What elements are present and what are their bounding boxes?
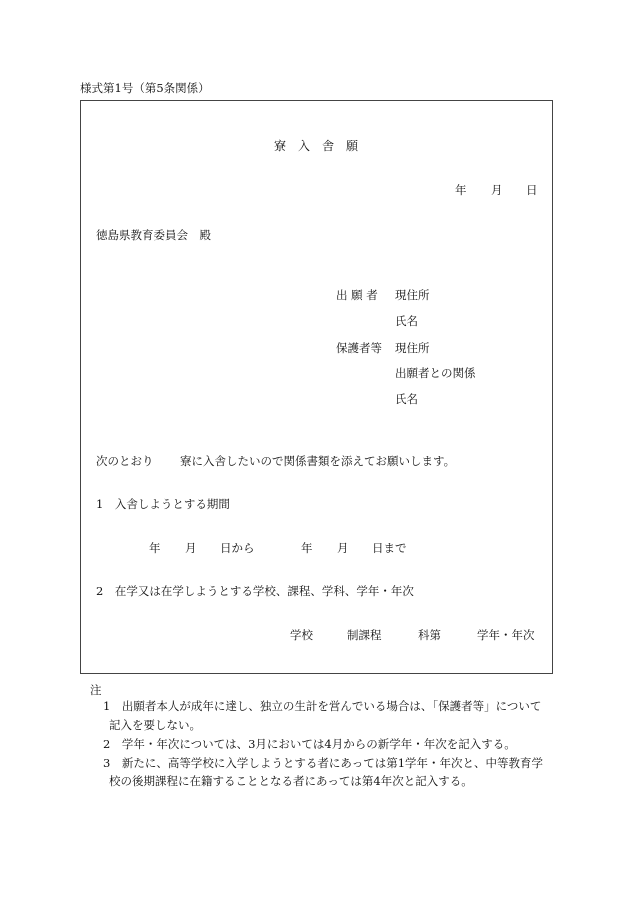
note-2: 2 学年・年次については、3月においては4月からの新学年・年次を記入する。 <box>103 737 516 751</box>
guardian-relation-label: 出願者との関係 <box>395 366 476 380</box>
form-title: 寮 入 舎 願 <box>274 139 359 153</box>
request-text-after: 寮に入舎したいので関係書類を添えてお願いします。 <box>180 454 456 468</box>
notes-heading: 注 <box>90 683 102 697</box>
applicant-name-label: 氏名 <box>395 314 418 328</box>
item1-label: 1 入舎しようとする期間 <box>96 497 230 511</box>
date-day: 日 <box>526 183 538 197</box>
guardian-address-label: 現住所 <box>395 341 430 355</box>
applicant-address-label: 現住所 <box>395 288 430 302</box>
addressee: 徳島県教育委員会 殿 <box>96 228 211 242</box>
form-label: 様式第1号（第5条関係） <box>80 81 210 95</box>
department-label: 科第 <box>418 628 441 642</box>
grade-label: 学年・年次 <box>477 628 535 642</box>
school-label: 学校 <box>290 628 313 642</box>
period-to-year: 年 <box>301 541 313 555</box>
note-3-line-2: 校の後期課程に在籍することとなる者にあっては第4年次と記入する。 <box>109 774 473 788</box>
date-year: 年 <box>455 183 467 197</box>
date-month: 月 <box>491 183 503 197</box>
period-to-day: 日まで <box>372 541 407 555</box>
applicant-role: 出 願 者 <box>336 288 378 302</box>
period-from-day: 日から <box>220 541 255 555</box>
period-from-year: 年 <box>149 541 161 555</box>
period-from-month: 月 <box>185 541 197 555</box>
note-3-line-1: 3 新たに、高等学校に入学しようとする者にあっては第1学年・年次と、中等教育学 <box>103 756 544 770</box>
guardian-role: 保護者等 <box>336 341 382 355</box>
request-text-before: 次のとおり <box>96 454 154 468</box>
note-1-line-1: 1 出願者本人が成年に達し、独立の生計を営んでいる場合は、「保護者等」について <box>103 699 542 713</box>
guardian-name-label: 氏名 <box>395 392 418 406</box>
item2-label: 2 在学又は在学しようとする学校、課程、学科、学年・年次 <box>96 584 414 598</box>
course-label: 制課程 <box>347 628 382 642</box>
note-1-line-2: 記入を要しない。 <box>109 718 201 732</box>
period-to-month: 月 <box>337 541 349 555</box>
